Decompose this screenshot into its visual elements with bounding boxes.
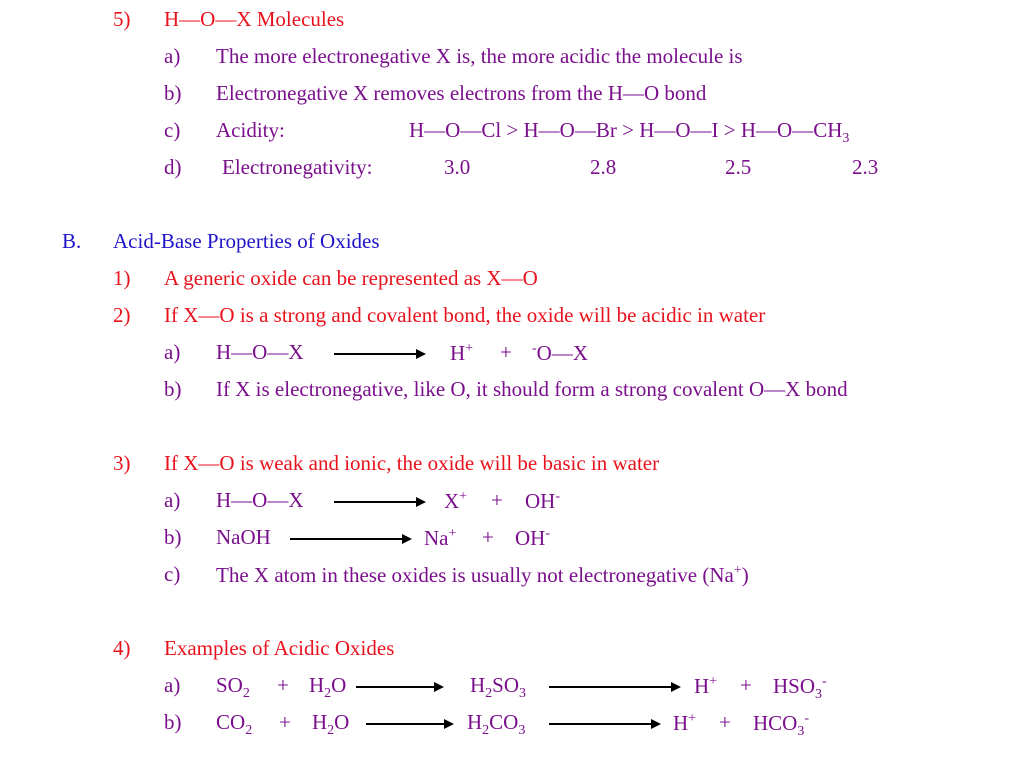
item-number: 3): [113, 451, 131, 475]
acidity-label: Acidity:: [216, 118, 285, 142]
product-1-text: H: [450, 341, 466, 365]
subscript: 2: [324, 686, 332, 701]
item-marker: b): [164, 81, 182, 105]
item-text: If X is electronegative, like O, it should form a strong covalent O—X bond: [216, 377, 848, 401]
product-2: [515, 527, 550, 549]
item-marker: b): [164, 710, 182, 734]
plus-sign: +: [279, 710, 291, 734]
item-marker: a): [164, 673, 181, 697]
reaction-arrow: [356, 686, 442, 688]
item-marker: c): [164, 562, 181, 586]
superscript: +: [448, 526, 457, 541]
item-number: 1): [113, 266, 131, 290]
section-b-title: Acid-Base Properties of Oxides: [113, 229, 380, 253]
reactant-2-end: O: [334, 710, 350, 734]
product-2-text: OH: [515, 526, 546, 550]
superscript: -: [804, 711, 810, 726]
intermediate-h: H: [467, 710, 483, 734]
item-marker: a): [164, 44, 181, 68]
subscript: 2: [485, 686, 493, 701]
en-value-cl: 3.0: [444, 155, 471, 179]
item-text: If X—O is a strong and covalent bond, the oxide will be acidic in water: [164, 303, 766, 327]
reaction-arrow: [366, 723, 452, 725]
superscript: -: [555, 489, 561, 504]
en-value-ch3: 2.3: [852, 155, 879, 179]
intermediate-rest: SO: [492, 673, 520, 697]
reactant-2-end: O: [331, 673, 347, 697]
subscript: 3: [519, 686, 527, 701]
superscript: -: [545, 526, 551, 541]
item-text: [216, 564, 749, 586]
reactant-2: [312, 712, 349, 738]
item-marker: a): [164, 340, 181, 364]
item-number: 4): [113, 636, 131, 660]
electronegativity-label: Electronegativity:: [222, 155, 373, 179]
en-value-i: 2.5: [725, 155, 752, 179]
plus-sign: +: [277, 673, 289, 697]
reactant: NaOH: [216, 525, 271, 549]
product-1: [444, 490, 467, 512]
intermediate-h: H: [470, 673, 486, 697]
subscript: 2: [482, 723, 490, 738]
product-2: [532, 342, 588, 364]
item-text: A generic oxide can be represented as X—O: [164, 266, 538, 290]
plus-sign: +: [500, 340, 512, 364]
product-2-text: O—X: [536, 341, 589, 365]
item-text-end: ): [741, 563, 749, 587]
subscript: 3: [842, 131, 850, 146]
reaction-arrow: [549, 686, 679, 688]
subscript: 3: [518, 723, 526, 738]
reaction-arrow: [290, 538, 410, 540]
reactant-2: [309, 675, 346, 701]
product-1-text: X: [444, 489, 460, 513]
superscript: -: [822, 674, 827, 689]
acidity-sequence: [409, 120, 849, 146]
superscript: +: [465, 341, 474, 356]
section-5-number: 5): [113, 7, 131, 31]
item-text: Electronegative X removes electrons from the H—O bond: [216, 81, 707, 105]
reactant-1: [216, 712, 252, 738]
intermediate: [467, 712, 525, 738]
reactant: H—O—X: [216, 488, 304, 512]
section-b-marker: B.: [62, 229, 82, 253]
subscript: 2: [242, 686, 250, 701]
reaction-arrow: [549, 723, 659, 725]
item-text-main: The X atom in these oxides is usually not electronegative (Na: [216, 563, 734, 587]
reactant: H—O—X: [216, 340, 304, 364]
item-marker: b): [164, 377, 182, 401]
product-1-text: H: [673, 711, 689, 735]
reaction-arrow: [334, 353, 424, 355]
product-2-text: HCO: [753, 711, 798, 735]
item-marker: c): [164, 118, 181, 142]
subscript: 3: [815, 687, 823, 702]
intermediate-rest: CO: [489, 710, 519, 734]
section-5-title: H—O—X Molecules: [164, 7, 345, 31]
superscript: +: [459, 489, 468, 504]
reaction-arrow: [334, 501, 424, 503]
plus-sign: +: [482, 525, 494, 549]
superscript: +: [709, 674, 718, 689]
plus-sign: +: [491, 488, 503, 512]
plus-sign: +: [719, 710, 731, 734]
en-value-br: 2.8: [590, 155, 617, 179]
product-2: [773, 675, 827, 702]
subscript: 2: [327, 723, 335, 738]
item-marker: d): [164, 155, 182, 179]
product-2-text: HSO: [773, 674, 816, 698]
superscript: +: [733, 563, 742, 578]
subscript: 2: [245, 723, 253, 738]
product-1: [424, 527, 456, 549]
product-2: [753, 712, 809, 739]
item-marker: a): [164, 488, 181, 512]
reactant-1-text: CO: [216, 710, 246, 734]
plus-sign: +: [740, 673, 752, 697]
reactant-2-text: H: [312, 710, 328, 734]
acidity-sequence-text: H—O—Cl > H—O—Br > H—O—I > H—O—CH: [409, 118, 843, 142]
product-1: [673, 712, 696, 734]
product-1-text: H: [694, 674, 710, 698]
intermediate: [470, 675, 526, 701]
product-1: [694, 675, 717, 697]
reactant-1-text: SO: [216, 673, 243, 697]
item-text: Examples of Acidic Oxides: [164, 636, 395, 660]
reactant-1: [216, 675, 250, 701]
superscript: +: [688, 711, 697, 726]
item-text: If X—O is weak and ionic, the oxide will be basic in water: [164, 451, 660, 475]
product-1: [450, 342, 473, 364]
product-2: [525, 490, 560, 512]
item-number: 2): [113, 303, 131, 327]
item-marker: b): [164, 525, 182, 549]
item-text: The more electronegative X is, the more acidic the molecule is: [216, 44, 743, 68]
product-2-text: OH: [525, 489, 556, 513]
subscript: 3: [797, 724, 805, 739]
product-1-text: Na: [424, 526, 449, 550]
superscript: -: [532, 341, 537, 356]
reactant-2-text: H: [309, 673, 325, 697]
